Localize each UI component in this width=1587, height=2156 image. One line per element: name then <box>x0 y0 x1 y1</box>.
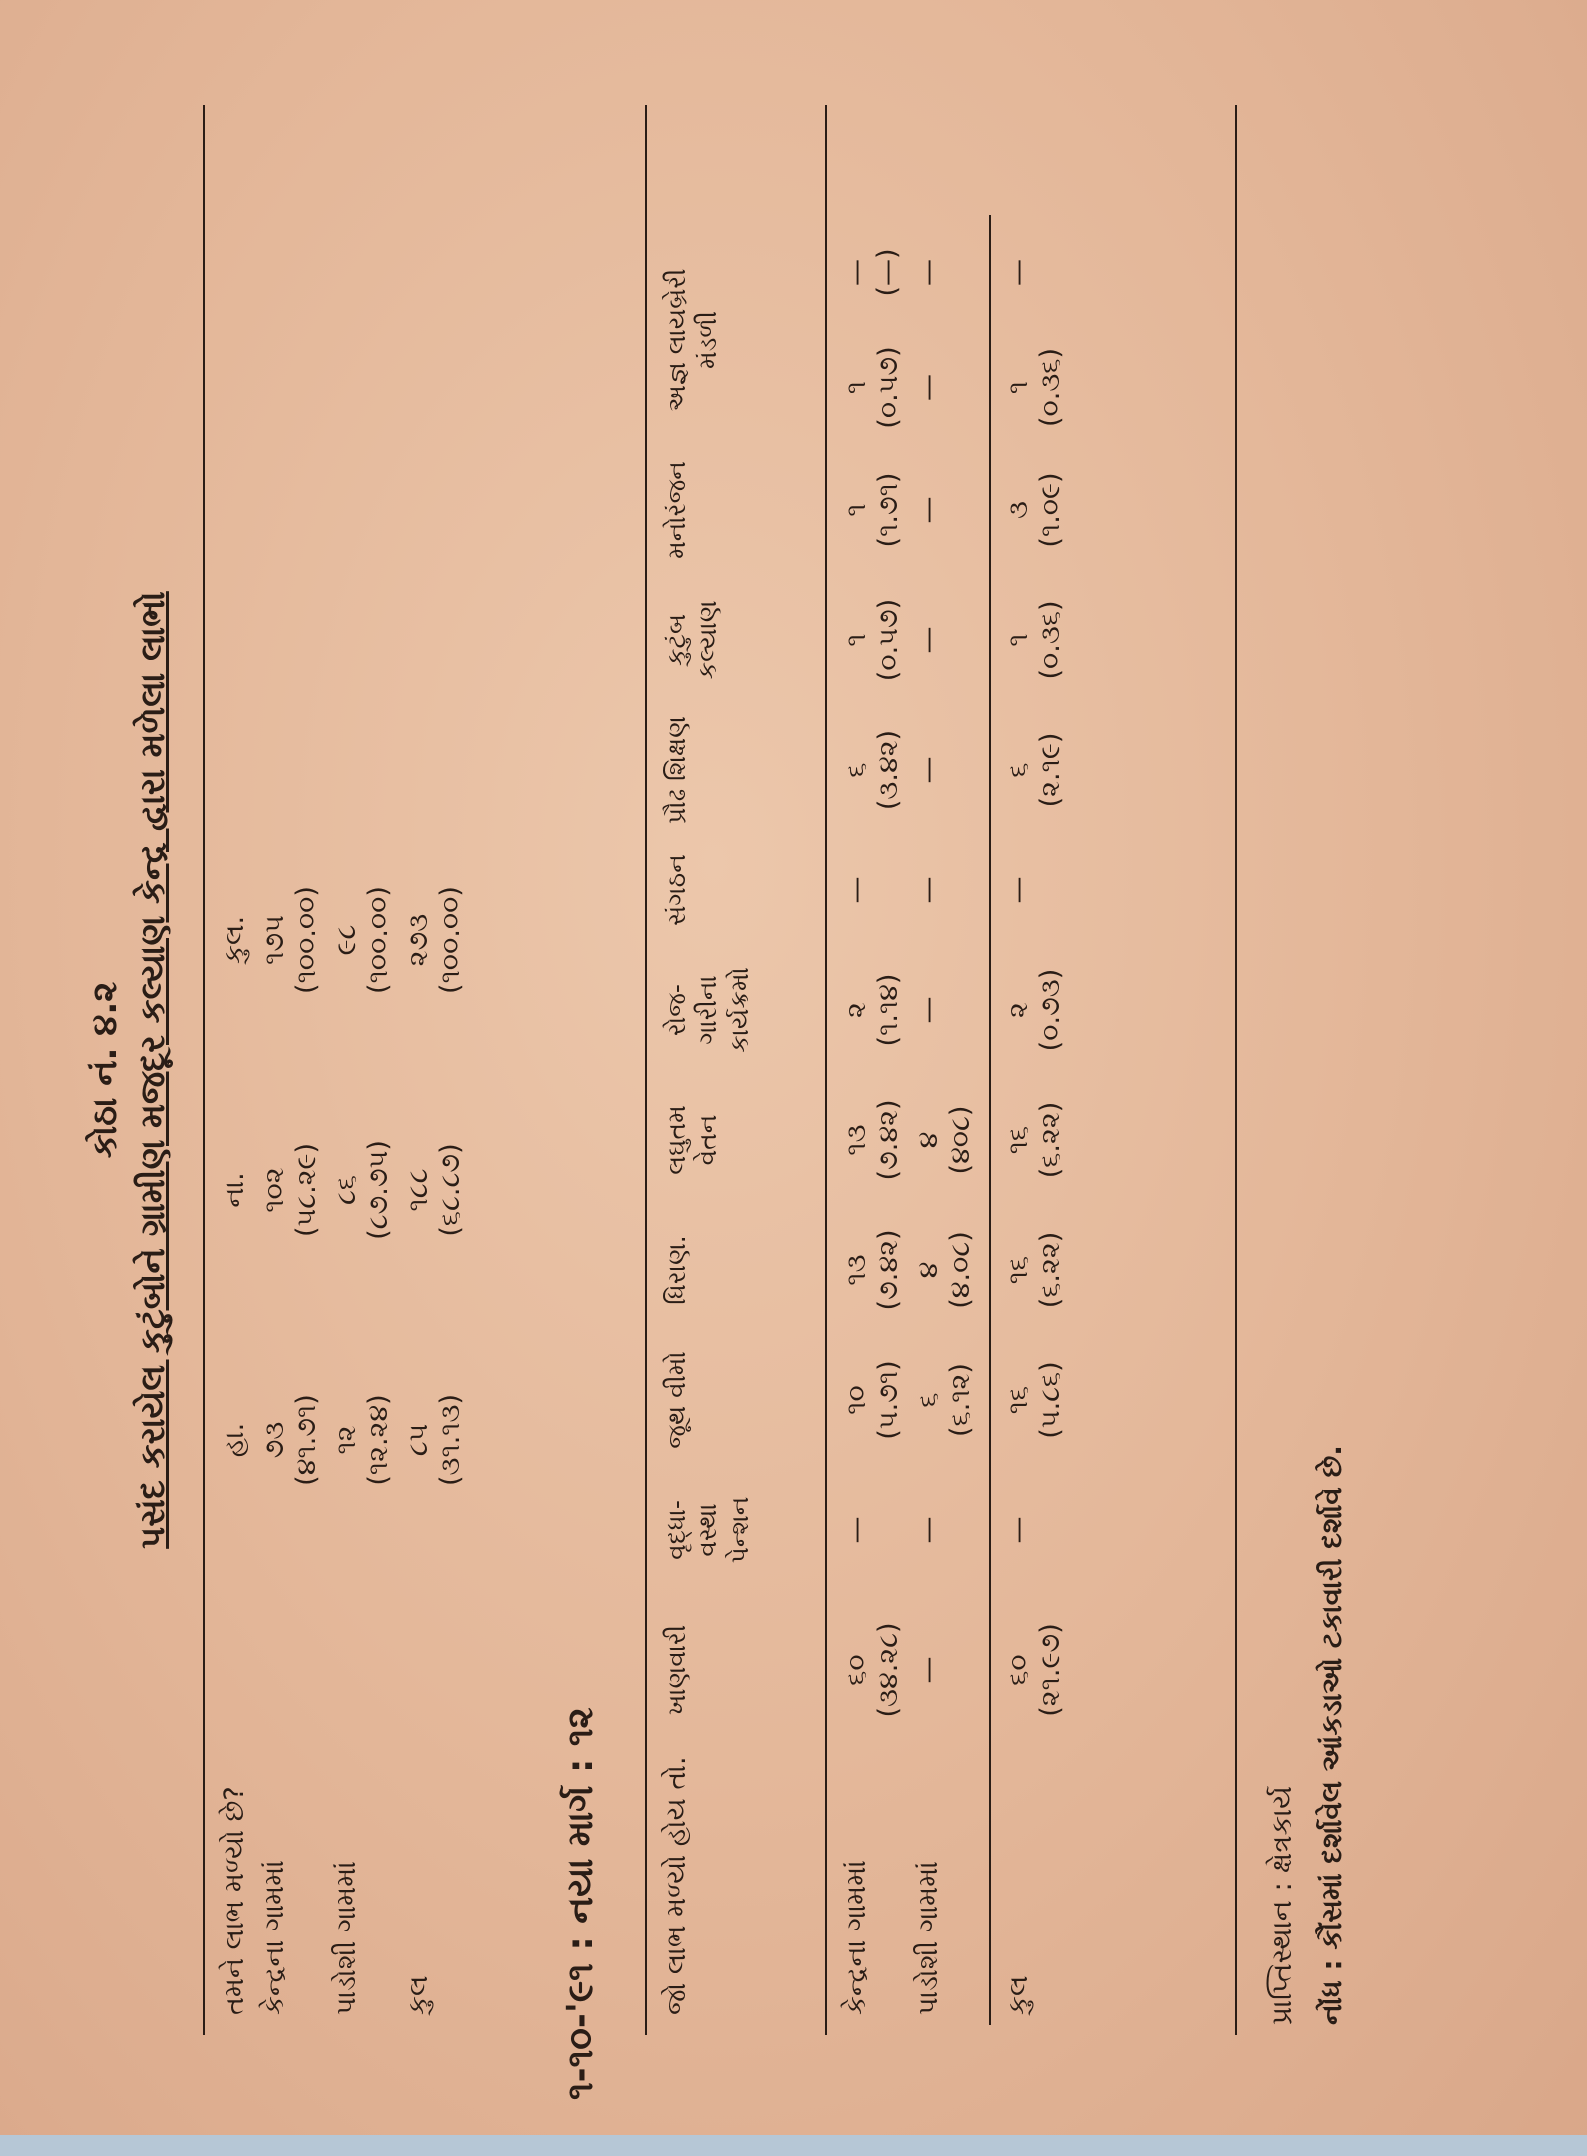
table-cell: ૧૮૮ (૬૮.૮૭) <box>403 1143 466 1237</box>
column-header: અજ્ઞ લાયબ્રેરી મંડળી <box>662 268 723 412</box>
table-title: પસંદ કરાયેલ કુટુંબોને ગ્રામીણ મજદૂર કલ્યાણ કેન્દ્ર દ્વારા મળેલા લાભો <box>133 591 173 1549</box>
table-cell: ૧ (૦.૩૬) <box>1003 600 1066 680</box>
question-label: જો લાભ મળ્યો હોય તો. <box>661 1756 692 2015</box>
table-cell: ૬૦ (૩૪.૨૮) <box>841 1622 904 1718</box>
source-line: પ્રાપ્તિસ્થાન : ક્ષેત્રકાર્ય <box>1265 1786 1298 2025</box>
table-cell: ૬ (૩.૪૨) <box>841 729 904 811</box>
table-cell: — <box>913 756 944 784</box>
table-cell: ૧૬ (૬.૨૨) <box>1003 1101 1066 1179</box>
table-row <box>399 815 471 2025</box>
column-header: ધિરાણ. <box>662 1235 691 1305</box>
table-cell: ૭૩ (૪૧.૭૧) <box>259 1394 322 1486</box>
page-footer: ૧-૧૦-'૯૧ : નયા માર્ગ : ૧૨ <box>560 1707 601 2100</box>
column-header: વૃદ્ધા- વસ્થા પેન્શન <box>662 1496 754 1564</box>
table-row <box>215 815 255 2025</box>
bottom-rule <box>1235 105 1237 2035</box>
benefit-type-table <box>657 235 759 2025</box>
table-cell: — <box>913 1516 944 1544</box>
scan-edge <box>0 2135 1587 2156</box>
table-cell: ૮૫ (૩૧.૧૩) <box>403 1393 466 1487</box>
benefit-type-rows <box>837 215 1071 2025</box>
table-cell: ૨૭૩ (૧૦૦.૦૦) <box>403 886 466 994</box>
row-label: કુલ <box>403 1975 434 2015</box>
table-row <box>999 215 1071 2025</box>
table-cell: ૬૦ (૨૧.૯૭) <box>1003 1623 1066 1717</box>
table-row <box>327 815 399 2025</box>
table-cell: — (—) <box>841 248 903 297</box>
table-row <box>909 215 981 2025</box>
column-header: હા. <box>219 1422 250 1458</box>
table-cell: — <box>913 1656 944 1684</box>
table-row <box>837 215 909 2025</box>
column-header: કુલ. <box>219 915 250 965</box>
table-cell: ૨ (૦.૭૩) <box>1003 968 1066 1052</box>
row-label: કુલ <box>1003 1975 1034 2015</box>
table-cell: ૧૩ (૭.૪૨) <box>841 1099 904 1181</box>
benefit-summary-table <box>215 815 471 2025</box>
table-cell: ૨ (૧.૧૪) <box>841 973 904 1047</box>
table-number: કોઠા નં. ૪.૨ <box>85 981 125 1159</box>
row-label: પાડોશી ગામમાં <box>913 1861 944 2015</box>
table-cell: — <box>913 626 944 654</box>
table-cell: — <box>913 374 944 401</box>
table-cell: ૧૭૫ (૧૦૦.૦૦) <box>259 886 322 994</box>
column-header: પ્રૌઢ શિક્ષણ <box>662 716 691 824</box>
table-cell: — <box>1003 1516 1034 1544</box>
table-cell: — <box>913 876 944 904</box>
column-header: રોજ- ગારીના કાર્યક્રમો <box>662 967 754 1053</box>
table-cell: ૪ (૪.૦૮) <box>913 1231 976 1309</box>
table-cell: ૧ (૦.૫૭) <box>841 598 904 682</box>
table-cell: ૩ (૧.૦૯) <box>1003 472 1066 548</box>
column-header: જૂથ વીમો <box>662 1351 691 1449</box>
table-cell: ૧૩ (૭.૪૨) <box>841 1229 904 1311</box>
table-row <box>255 815 327 2025</box>
middle-rule <box>645 105 647 2035</box>
table-cell: ૧ (૦.૫૭) <box>841 346 904 429</box>
table-cell: — <box>913 259 944 286</box>
note-line: નોંધ : કૌંસમાં દર્શાવેલ આંકડાઓ ટકાવારી દર્શાવે છે. <box>1315 1445 1348 2025</box>
row-label: કેન્દ્રના ગામમાં <box>841 1860 872 2015</box>
column-header: ખાણવારી <box>662 1624 691 1716</box>
table-cell: ૧૦૨ (૫૮.૨૯) <box>259 1142 322 1238</box>
table-cell: ૧૦ (૫.૭૧) <box>841 1360 904 1440</box>
table-cell: — <box>913 996 944 1024</box>
table-cell: — <box>1003 259 1034 286</box>
table-cell: ૬ (૬.૧૨) <box>913 1363 976 1437</box>
table-row <box>981 215 999 2025</box>
header-rule <box>825 105 827 2035</box>
table-cell: — <box>841 1516 872 1544</box>
table-cell: ૪ (૪૦૮) <box>913 1105 976 1175</box>
table-cell: ૧૨ (૧૨.૨૪) <box>331 1394 394 1486</box>
table-cell: — <box>841 876 872 904</box>
table-cell: ૧૬ (૫.૮૬) <box>1003 1361 1066 1439</box>
table-row <box>657 235 759 2025</box>
row-label: કેન્દ્રના ગામમાં <box>259 1860 290 2015</box>
table-cell: ૧૬ (૬.૨૨) <box>1003 1231 1066 1309</box>
table-cell: ૯૮ (૧૦૦.૦૦) <box>331 886 394 994</box>
total-rule <box>989 215 991 2025</box>
column-header: ના. <box>219 1172 250 1208</box>
rotated-table-page <box>85 75 1505 2065</box>
question-label: તમને લાભ મળ્યો છે? <box>219 1786 250 2015</box>
top-rule <box>203 105 205 2035</box>
column-header: લઘુતમ વેતન <box>662 1105 723 1175</box>
row-label: પાડોશી ગામમાં <box>331 1861 362 2015</box>
table-cell: ૮૬ (૮૭.૭૫) <box>331 1140 394 1240</box>
table-cell: ૬ (૨.૧૯) <box>1003 732 1066 808</box>
table-cell: — <box>1003 876 1034 904</box>
column-header: કુટુંબ કલ્યાણ <box>662 600 723 680</box>
table-cell: ૧ (૧.૭૧) <box>841 472 904 548</box>
table-cell: ૧ (૦.૩૬) <box>1003 348 1066 428</box>
column-header: સંગઠન <box>662 854 691 926</box>
table-cell: — <box>913 496 944 524</box>
column-header: મનોરંજન <box>662 461 691 559</box>
